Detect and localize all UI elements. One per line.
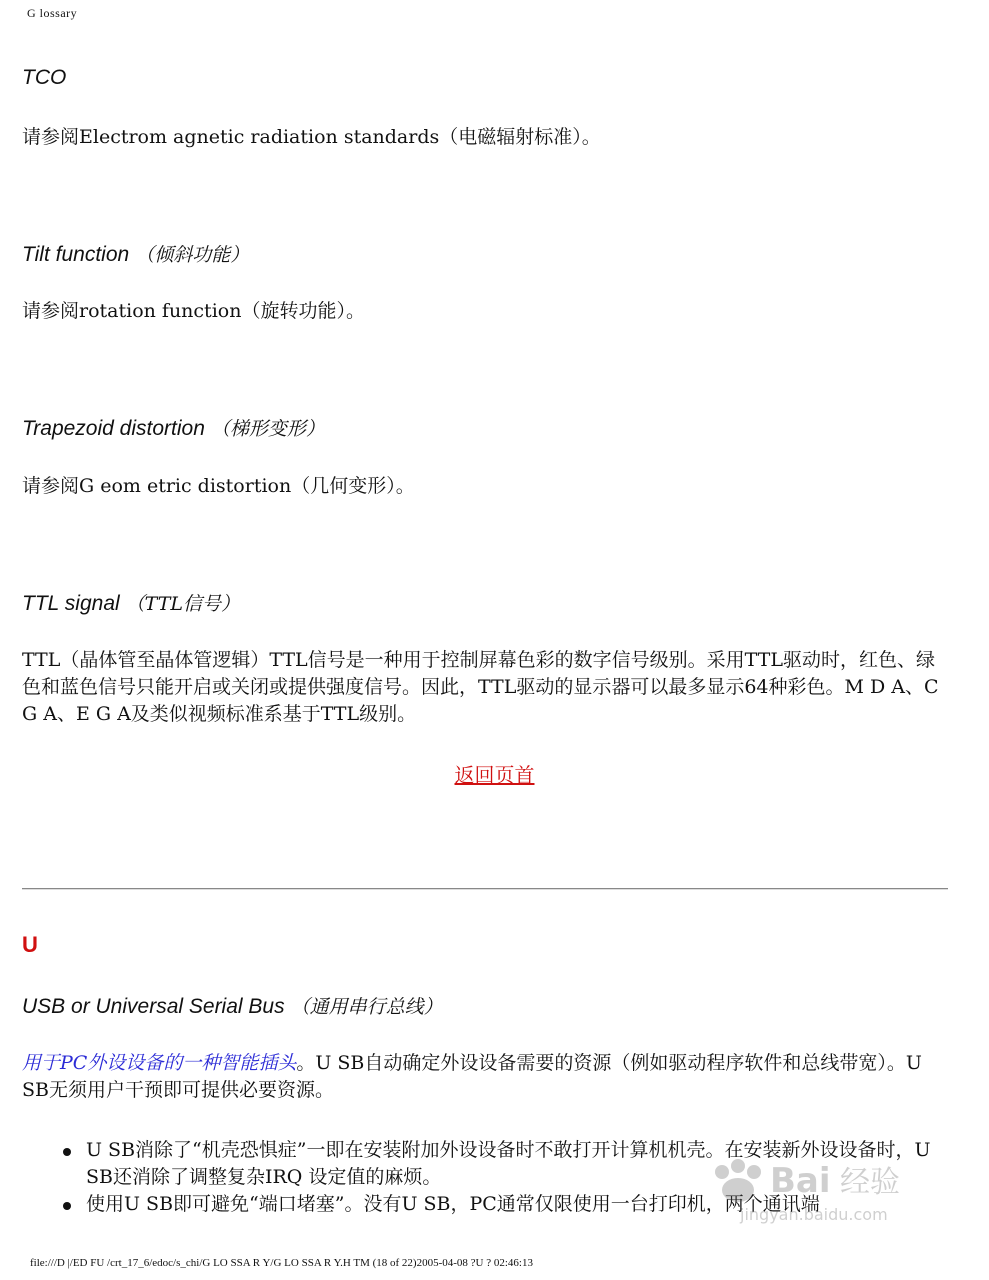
term-usb-zh: （通用串行总线） (290, 996, 443, 1018)
desc-tilt-function: 请参阅rotation function（旋转功能）。 (22, 300, 365, 322)
desc-usb (22, 1050, 952, 1104)
baidu-jingyan-watermark-icon (700, 1150, 940, 1230)
page-footer: file:///D |/ED FU /crt_17_6/edoc/s_chi/G LO SSA R Y/G LO SSA R Y.H TM (18 of 22)2005-04-08 ?U ? 02:46:13 (30, 1257, 533, 1269)
desc-trapezoid-distortion: 请参阅G eom etric distortion（几何变形）。 (22, 475, 415, 497)
usb-definition-link[interactable]: 用于PC外设设备的一种智能插头 (22, 1052, 297, 1074)
page-header-title: G lossary (27, 6, 78, 20)
term-trapezoid-distortion (22, 414, 325, 441)
term-ttl-zh: （TTL信号） (125, 593, 240, 615)
back-to-top-container (0, 759, 989, 788)
section-divider (22, 888, 948, 890)
term-trapezoid-en: Trapezoid distortion (22, 417, 205, 440)
term-ttl-en: TTL signal (22, 592, 120, 615)
usb-desc-rest: 。U SB自动确定外设设备需要的资源（例如驱动程序软件和总线带宽）。U SB无须用户干预即可提供必要资源。 (22, 1052, 922, 1101)
desc-tco: 请参阅Electrom agnetic radiation standards（电磁辐射标准）。 (22, 126, 601, 148)
desc-ttl-signal: TTL（晶体管至晶体管逻辑）TTL信号是一种用于控制屏幕色彩的数字信号级别。采用TTL驱动时，红色、绿色和蓝色信号只能开启或关闭或提供强度信号。因此，TTL驱动的显示器可以最多显示64种彩色。M D A、C G A、E G A及类似视频标准系基于TTL级别。 (22, 649, 939, 725)
back-to-top-link[interactable]: 返回页首 (454, 763, 535, 787)
term-usb (22, 992, 443, 1019)
bullet-text: 使用U SB即可避免“端口堵塞”。没有U SB，PC通常仅限使用一台打印机，两个通讯端 (86, 1193, 820, 1215)
svg-text:Bai: Bai (770, 1161, 831, 1201)
term-tco-en: TCO (22, 66, 67, 89)
bullet-dot-icon (63, 1148, 71, 1156)
bullet-dot-icon (63, 1202, 71, 1210)
section-letter-u: U (22, 932, 38, 957)
bullet-text: U SB消除了“机壳恐惧症”一即在安装附加外设设备时不敢打开计算机机壳。在安装新外设设备时，U SB还消除了调整复杂IRQ 设定值的麻烦。 (86, 1139, 931, 1188)
term-tilt-zh: （倾斜功能） (135, 244, 250, 266)
term-tilt-function (22, 240, 249, 267)
svg-text:经验: 经验 (840, 1165, 900, 1200)
term-tco (22, 66, 66, 90)
term-usb-en: USB or Universal Serial Bus (22, 995, 285, 1018)
term-tilt-en: Tilt function (22, 243, 130, 266)
term-trapezoid-zh: （梯形变形） (210, 418, 325, 440)
term-ttl-signal (22, 589, 240, 616)
svg-text:jingyan.baidu.com: jingyan.baidu.com (740, 1205, 888, 1224)
